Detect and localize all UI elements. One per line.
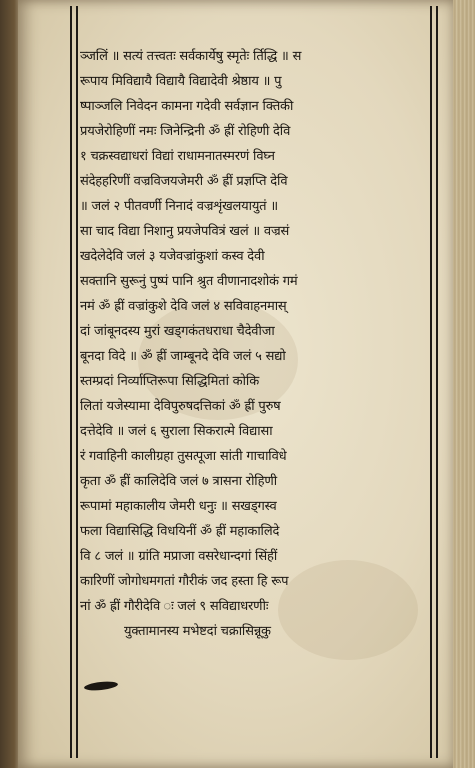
text-line: कृता ॐ ह्रीं कालिदेवि जलं ७ त्रासना रोहिणी bbox=[80, 474, 277, 489]
text-line: कारिणीं जोगोधमगतां गौरीकं जद हस्ता हि रूप bbox=[80, 574, 289, 589]
text-line: रूपामां महाकालीय जेमरी धनुः ॥ सखड्गस्व bbox=[80, 499, 277, 514]
text-line: सा चाद विद्या निशानु प्रयजेपवित्रं खलं ॥ वज्रसं bbox=[80, 224, 290, 239]
text-line: ॥ जलं २ पीतवर्णी निनादं वज्रशृंखलयायुतं ॥ bbox=[80, 199, 278, 214]
margin-rule-right-inner bbox=[430, 6, 432, 758]
text-line: वि ८ जलं ॥ ग्रांति मप्राजा वसरेधान्दगां सिंहीं bbox=[80, 549, 278, 564]
text-line: ष्पाञ्जलि निवेदन कामना गदेवी सर्वज्ञान क्तिकी bbox=[80, 99, 294, 114]
text-line: ञ्जलिं ॥ सत्यं तत्त्वतः सर्वकार्येषु स्मृतेः र्तिद्धि ॥ स bbox=[80, 49, 302, 64]
text-line: खदेलेदेवि जलं ३ यजेवज्रांकुशां कस्व देवी bbox=[80, 249, 265, 264]
text-line: नां ॐ ह्रीं गौरीदेवि ः जलं ९ सविद्याधरणीः bbox=[80, 599, 269, 614]
text-line: बूनदा विदे ॥ ॐ ह्रीं जाम्बूनदे देवि जलं ५ सद्यो bbox=[80, 349, 286, 364]
text-line: फला विद्यासिद्धि विधयिनीं ॐ ह्रीं महाकालिदे bbox=[80, 524, 280, 539]
text-line: दत्तेदेवि ॥ जलं ६ सुराला सिकरात्मे विद्यासा bbox=[80, 424, 273, 439]
manuscript-text bbox=[80, 44, 428, 644]
text-line: रं गवाहिनी कालीग्रहा तुसत्पूजा सांती गाचाविधे bbox=[80, 449, 287, 464]
margin-rule-right-outer bbox=[436, 6, 438, 758]
text-line: स्तम्प्रदां निर्व्याप्तिरूपा सिद्धिमितां कोकि bbox=[80, 374, 259, 389]
text-line: युक्तामानस्य मभेष्टदां चक्रासिन्नूकु bbox=[124, 624, 271, 639]
text-line: दां जांबूनदस्य मुरां खड्गकंतधराधा चैदेवीजा bbox=[80, 324, 275, 339]
text-line: प्रयजेरोहिणीं नमः जिनेन्द्रिनी ॐ ह्रीं रोहिणी देवि bbox=[80, 124, 291, 139]
text-line: सक्तानि सुरूनुं पुष्पं पानि श्रुत वीणानादशोकं गमं bbox=[80, 274, 298, 289]
text-line: नमं ॐ ह्रीं वज्रांकुशे देवि जलं ४ सविवाहनमास् bbox=[80, 299, 287, 314]
margin-rule-left-inner bbox=[76, 6, 78, 758]
text-line: १ चक्रस्वद्याधरां विद्यां राधामनातस्मरणं विघ्न bbox=[80, 149, 275, 164]
page-edges bbox=[453, 0, 475, 768]
margin-rule-left-outer bbox=[70, 6, 72, 758]
text-line: लितां यजेस्यामा देविपुरुषदत्तिकां ॐ ह्रीं पुरुष bbox=[80, 399, 281, 414]
text-line: रूपाय मिविद्यायै विद्यायै विद्यादेवी श्रेष्ठाय ॥ पु bbox=[80, 74, 282, 89]
text-line: संदेहहरिणीं वज्रविजयजेमरी ॐ ह्रीं प्रज्ञप्ति देवि bbox=[80, 174, 288, 189]
